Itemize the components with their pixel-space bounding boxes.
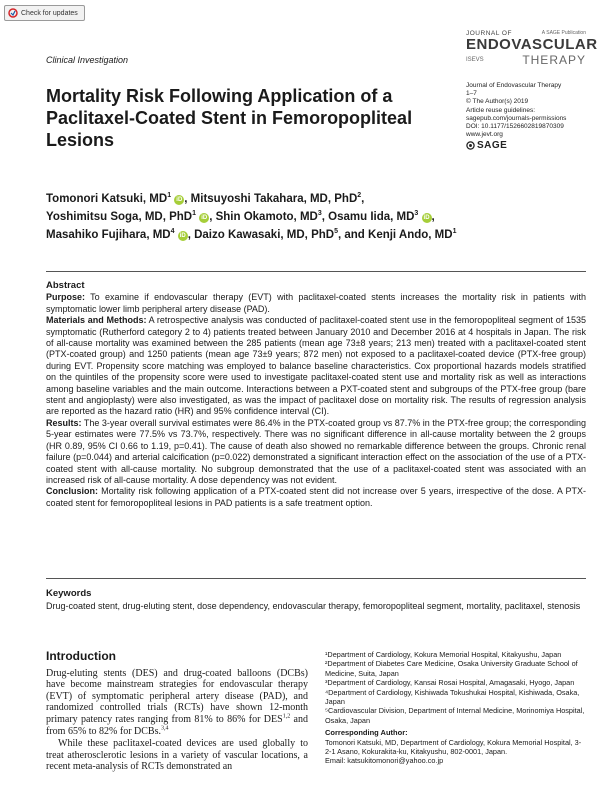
abstract-purpose: Purpose: To examine if endovascular therapy (EVT) with paclitaxel-coated stents increases the mortality risk in patients with symptomatic lower limb peripheral artery disease (PAD). xyxy=(46,292,586,314)
keywords-text: Drug-coated stent, drug-eluting stent, dose dependency, endovascular therapy, femoropopliteal segment, mortality, paclitaxel, stenosis xyxy=(46,601,581,612)
affiliation-item: ⁵Cardiovascular Division, Department of Internal Medicine, Morinomiya Hospital, Osaka, Japan xyxy=(325,706,585,725)
orcid-icon[interactable]: iD xyxy=(179,233,186,239)
orcid-icon[interactable]: iD xyxy=(423,215,430,221)
check-for-updates-button[interactable] xyxy=(4,5,85,21)
sage-logo xyxy=(466,141,591,150)
check-for-updates-label: Check for updates xyxy=(21,9,78,17)
abstract-heading: Abstract xyxy=(46,280,85,291)
reuse-label: Article reuse guidelines: xyxy=(466,106,536,114)
journal-logo xyxy=(466,30,598,74)
author-name: , Mitsuyoshi Takahara, MD, PhD xyxy=(184,193,358,205)
update-icon xyxy=(8,8,18,18)
author-name: , and Kenji Ando, MD xyxy=(337,229,453,241)
abstract-methods: Materials and Methods: A retrospective analysis was conducted of paclitaxel-coated stent use in the femoropopliteal segment of 1535 symptomatic (Rutherford category 2 to 4) patients treated between January 2010 and December 2016 at 4 hospitals in Japan. The risk of all-cause mortality was examined between the 285 patients (mean age 73±8 years; 213 men) treated with a paclitaxel-coated stent (PTX-coated group) and 1250 patients (mean age 73±9 years; 872 men) not exposed to a paclitaxel-coated device (PTX-free group) during EVT. Propensity score matching was employed to balance baseline characteristics. Cox proportional hazards models stratified on the quintiles of the propensity score were used to investigate paclitaxel-coated stent use and mortality risk as well as interactions among baseline variables and the main outcome. Interactions between a PXT-coated stent and subgroups of the PTX-free group (bare stent and angioplasty) were also investigated, as was the impact of paclitaxel dose on mortality risk. The results of regression analysis are reported as the hazard ratio (HR) and 95% confidence interval (CI). xyxy=(46,315,586,417)
corresponding-author-email[interactable]: Email: katsukitomonori@yahoo.co.jp xyxy=(325,756,444,766)
author-name: Tomonori Katsuki, MD xyxy=(46,193,168,205)
author-name: Yoshimitsu Soga, MD, PhD xyxy=(46,211,193,223)
article-title: Mortality Risk Following Application of a Paclitaxel-Coated Stent in Femoropopliteal Lesions xyxy=(46,86,413,150)
author-list: Tomonori Katsuki, $MD^1$ iD , Mitsuyoshi Takahara, MD, PhD$^2$, Yoshimitsu Soga, MD, PhD$^1$ iD , Shin Okamoto, $MD^3$, Osamu Iida, $MD^3$ iD , Masahiko Fujihara, $MD^4$ iD , Daizo Kawasaki, MD, PhD$^5$, and Kenji Ando, $MD^1$ xyxy=(46,192,457,241)
corresponding-author-heading: Corresponding Author: xyxy=(325,728,408,738)
sage-circle-icon xyxy=(466,141,475,150)
author-name: Masahiko Fujihara, MD xyxy=(46,229,171,241)
affiliation-item: ²Department of Diabetes Care Medicine, Osaka University Graduate School of Medicine, Suita, Japan xyxy=(325,659,578,678)
abstract-results: Results: The 3-year overall survival estimates were 86.4% in the PTX-coated group vs 87.7% in the PTX-free group; the corresponding 5-year estimates were 77.5% vs 73.7%, respectively. There was no significant difference in all-cause mortality between the 2 groups (HR 0.89, 95% CI 0.66 to 1.19, p=0.41). The cause of death also showed no remarkable difference between the groups. Chronic renal failure (p=0.044) and arterial calcification (p=0.022) demonstrated a significant interaction effect on the association of the use of a PTX-coated stent with all-cause mortality. No subgroup demonstrated that the use of a paclitaxel-coated stent was associated with an increased risk of all-cause mortality. A dose dependency was not evident. xyxy=(46,417,586,485)
author-name: , Osamu Iida, MD xyxy=(321,211,415,223)
journal-logo-name: ENDOVASCULAR xyxy=(466,36,598,53)
journal-logo-top: JOURNAL OF xyxy=(466,30,512,37)
journal-url[interactable]: www.jevt.org xyxy=(466,131,503,139)
journal-logo-therapy: THERAPY xyxy=(522,53,586,67)
introduction-heading: Introduction xyxy=(46,649,116,663)
corresponding-author-address: Tomonori Katsuki, MD, Department of Cardiology, Kokura Memorial Hospital, 3-2-1 Asano, Kokurakita-ku, Kitakyushu, 802-0001, Japan. xyxy=(325,737,582,757)
article-metadata xyxy=(466,82,591,150)
orcid-icon[interactable]: iD xyxy=(176,197,183,203)
introduction-section xyxy=(46,651,308,773)
keywords xyxy=(46,588,586,613)
introduction-paragraph: While these paclitaxel-coated devices are used globally to treat atherosclerotic lesions in a variety of vascular locations, a recent meta-analysis of RCTs demonstrated an xyxy=(46,738,308,773)
affiliation-item: ³Department of Cardiology, Kansai Rosai Hospital, Amagasaki, Hyogo, Japan xyxy=(325,678,575,688)
abstract xyxy=(46,280,586,509)
sage-publication-label: A SAGE Publication xyxy=(541,30,586,36)
journal-name: Journal of Endovascular Therapy xyxy=(466,82,562,89)
affiliation-item: ⁴Department of Cardiology, Kishiwada Tokushukai Hospital, Kishiwada, Osaka, Japan xyxy=(325,687,580,707)
article-section-label: Clinical Investigation xyxy=(46,55,129,65)
copyright: © The Author(s) 2019 xyxy=(466,98,529,106)
permissions-link[interactable]: sagepub.com/journals-permissions xyxy=(466,114,567,122)
divider xyxy=(46,271,586,272)
page-range: 1–7 xyxy=(466,90,477,98)
author-name: , Daizo Kawasaki, MD, PhD xyxy=(187,229,335,241)
isevs-logo: ISEVS xyxy=(466,57,484,63)
affiliation-item: ¹Department of Cardiology, Kokura Memorial Hospital, Kitakyushu, Japan xyxy=(325,650,562,659)
affiliations xyxy=(325,650,587,766)
introduction-paragraph: Drug-eluting stents (DES) and drug-coated balloons (DCBs) have become mainstream strategies for endovascular therapy (EVT) of symptomatic peripheral artery disease (PAD), and randomized controlled trials (RCTs) have shown 12-month primary patency rates ranging from 81% to 86% for DES$^{1,2}$ and from 65% to 82% for DCBs.$^{3,4}$ xyxy=(46,667,308,737)
author-name: , Shin Okamoto, MD xyxy=(209,211,318,223)
divider xyxy=(46,578,586,579)
keywords-heading: Keywords xyxy=(46,588,92,599)
doi[interactable]: DOI: 10.1177/1526602819870309 xyxy=(466,123,564,131)
abstract-conclusion: Conclusion: Mortality risk following application of a PTX-coated stent did not increase over 5 years, irrespective of the dose. A PTX-coated stent for femoropopliteal lesions in PAD patients is a safe treatment option. xyxy=(46,486,586,508)
orcid-icon[interactable]: iD xyxy=(201,215,208,221)
sage-logo-text: SAGE xyxy=(477,139,508,151)
